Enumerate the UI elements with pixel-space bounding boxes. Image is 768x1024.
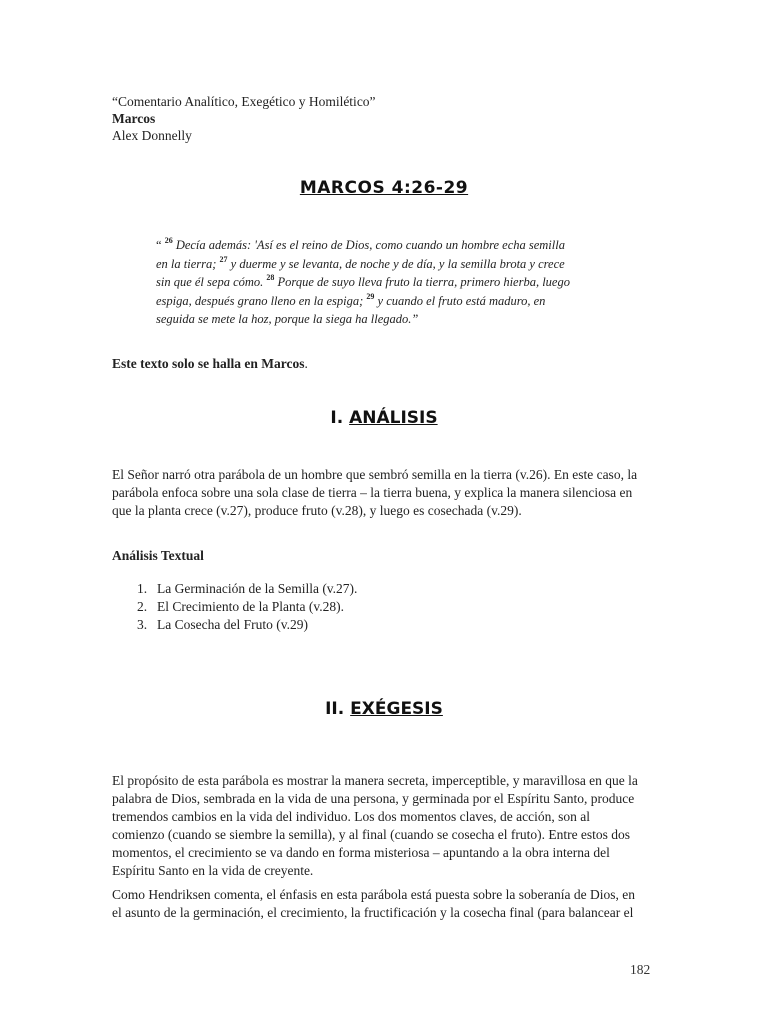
list-item: 3. La Cosecha del Fruto (v.29) [137,617,308,632]
source-note: Este texto solo se halla en Marcos. [112,356,308,371]
quote-line-3: sin que él sepa cómo. $^{28}$ Porque de suyo lleva fruto la tierra, primero hierba, luego [156,273,570,289]
exegesis-paragraph-2: Como Hendriksen comenta, el énfasis en esta parábola está puesta sobre la soberanía de Dios, en el asunto de la germinación, el crecimiento, la fructificación y la cosecha final (para balancear el [112,887,635,920]
quote-line-2: en la tierra; $^{27}$ y duerme y se levanta, de noche y de día, y la semilla brota y crece [156,254,565,271]
verse-number-29: 29 [366,291,375,301]
textual-analysis-heading: Análisis Textual [112,548,204,563]
quote-line-5: seguida se mete la hoz, porque la siega ha llegado.” [156,312,419,326]
section-title: ANÁLISIS [349,408,438,428]
book-name: Marcos [112,111,156,126]
analysis-paragraph: El Señor narró otra parábola de un hombre que sembró semilla en la tierra (v.26). En este caso, la parábola enfoca sobre una sola clase de tierra – la tierra buena, y explica la manera silenciosa en que la planta crece (v.27), produce fruto (v.28), y luego es cosechada (v.29). [112,467,638,518]
section-heading-exegesis: II. EXÉGESIS [325,699,443,719]
scripture-quote [156,236,626,329]
textual-analysis-list [137,580,357,634]
quote-line-4: espiga, después grano lleno en la espiga; $^{29}$ y cuando el fruto está maduro, en [156,291,546,308]
section-number: II [325,699,338,719]
list-item: 1. La Germinación de la Semilla (v.27). [137,581,358,596]
section-heading-analisis: I. ANÁLISIS [330,408,438,428]
list-item: 2. El Crecimiento de la Planta (v.28). [137,599,344,614]
exegesis-paragraph-1: El propósito de esta parábola es mostrar la manera secreta, imperceptible, y maravillosa en que la palabra de Dios, sembrada en la vida de una persona, y germinada por el Espíritu Santo, produce tremendos cambios en la vida del individuo. Los dos momentos claves, de acción, son al comienzo (cuando se siembre la semilla), y al final (cuando se cosecha el fruto). Entre estos dos momentos, el crecimiento se va dando en forma misteriosa – apuntando a la obra interna del Espíritu Santo en la vida de creyente. [112,773,638,878]
book-title: “Comentario Analítico, Exegético y Homilético” [112,94,376,109]
verse-number-26: 26 [164,236,173,245]
author-name: Alex Donnelly [112,128,192,143]
quote-line-1: “ $^{26}$ Decía además: 'Así es el reino de Dios, como cuando un hombre echa semilla [156,236,565,252]
verse-number-28: 28 [266,273,275,282]
page-number: 182 [630,962,651,977]
passage-title: MARCOS 4:26-29 [299,178,469,198]
verse-number-27: 27 [219,254,228,264]
section-number: I [330,408,337,428]
section-title: EXÉGESIS [350,699,443,719]
